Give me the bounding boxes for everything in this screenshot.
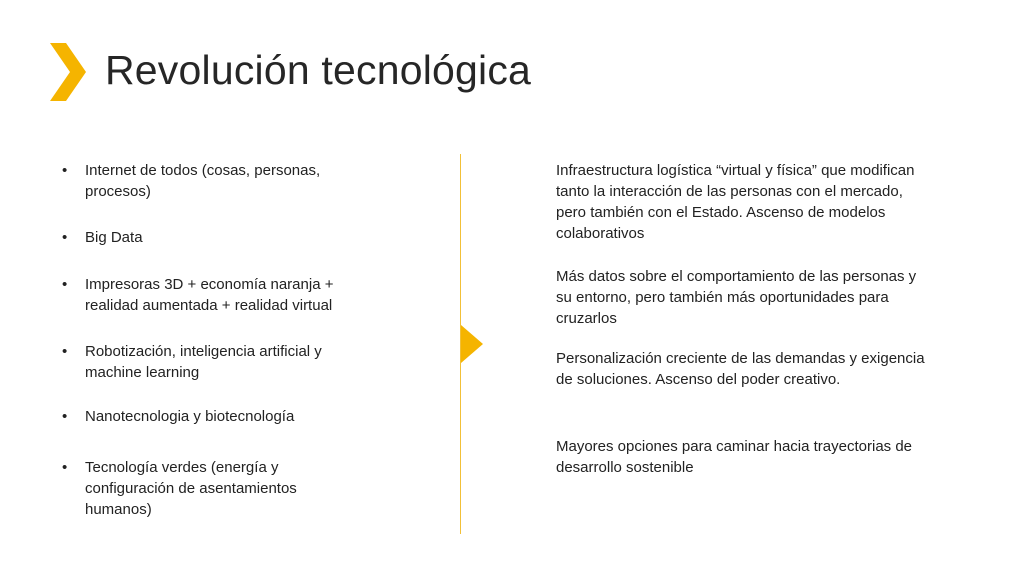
bullet-marker: • [62,408,68,425]
paragraph: Infraestructura logística “virtual y física” que modifican tanto la interacción de las personas con el mercado, pero también con el Estado. Ascenso de modelos colaborativos [556,162,915,242]
bullet-marker: • [62,343,68,360]
bullet-text: Tecnología verdes (energía y configuración de asentamientos humanos) [85,459,297,518]
slide-title: Revolución tecnológica [105,47,532,93]
bullet-marker: • [62,459,68,476]
chevron-right-icon [50,43,86,101]
bullet-text: Robotización, inteligencia artificial y machine learning [85,343,322,381]
list-item [62,227,362,248]
paragraph: Personalización creciente de las demandas y exigencia de soluciones. Ascenso del poder creativo. [556,350,925,388]
list-item [62,341,362,383]
bullet-text: Nanotecnologia y biotecnología [85,408,295,425]
bullet-marker: • [62,162,68,179]
list-item [62,160,362,202]
bullet-marker: • [62,229,68,246]
triangle-right-icon [461,325,483,363]
paragraph: Mayores opciones para caminar hacia trayectorias de desarrollo sostenible [556,438,913,476]
paragraph: Más datos sobre el comportamiento de las personas y su entorno, pero también más oportunidades para cruzarlos [556,268,917,327]
list-item [62,274,362,316]
bullet-text: Impresoras 3D + economía naranja + realidad aumentada + realidad virtual [85,276,334,314]
bullet-text: Big Data [85,229,143,246]
list-item [62,406,362,427]
bullet-text: Internet de todos (cosas, personas, procesos) [85,162,321,200]
list-item [62,457,362,520]
bullet-marker: • [62,276,68,293]
